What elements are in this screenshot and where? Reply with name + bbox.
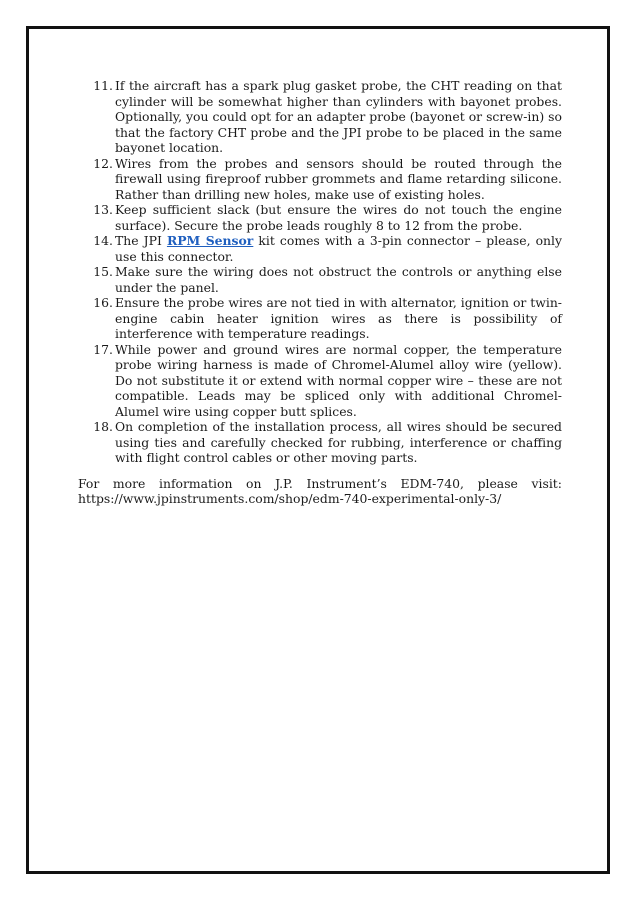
list-item bbox=[80, 342, 562, 420]
step-text: Make sure the wiring does not obstruct the controls or anything else under the panel. bbox=[115, 264, 562, 295]
list-item bbox=[80, 419, 562, 466]
footer-word: J.P. bbox=[275, 475, 293, 491]
step-number: 17. bbox=[93, 341, 113, 357]
step-number: 12. bbox=[93, 155, 113, 171]
footer-word: EDM-740, bbox=[400, 475, 464, 491]
step-text-after: kit comes with a 3-pin connector – please, only use this connector. bbox=[115, 233, 562, 264]
footer-word: please bbox=[477, 475, 518, 491]
footer-word: Instrument’s bbox=[306, 475, 387, 491]
list-item bbox=[80, 233, 562, 264]
footer-word: more bbox=[112, 475, 146, 491]
footer-word: on bbox=[246, 475, 262, 491]
list-item bbox=[80, 295, 562, 342]
list-item bbox=[80, 202, 562, 233]
footer-word: information bbox=[159, 475, 233, 491]
step-number: 18. bbox=[93, 419, 113, 434]
product-url[interactable]: https://www.jpinstruments.com/shop/edm-740-experimental-only-3/ bbox=[78, 491, 502, 506]
more-info-line bbox=[78, 476, 562, 492]
step-number: 16. bbox=[93, 295, 113, 310]
step-text: On completion of the installation process, all wires should be secured using ties and carefully checked for rubbing, interference or chaffing with flight control cables or other moving parts. bbox=[115, 419, 562, 465]
step-text: Keep sufficient slack (but ensure the wires do not touch the engine surface). Secure the probe leads roughly 8 to 12 from the probe. bbox=[115, 202, 562, 233]
list-item bbox=[80, 78, 562, 156]
step-text: Ensure the probe wires are not tied in with alternator, ignition or twin-engine cabin heater ignition wires as there is possibility of interference with temperature readings. bbox=[115, 295, 562, 341]
step-text: While power and ground wires are normal copper, the temperature probe wiring harness is made of Chromel-Alumel alloy wire (yellow). Do not substitute it or extend with normal copper wire – these are not compatible. Leads may be spliced only with additional Chromel-Alumel wire using copper butt splices. bbox=[115, 341, 562, 419]
footer-word: visit: bbox=[531, 475, 562, 491]
step-number: 11. bbox=[93, 78, 113, 93]
installation-steps-list bbox=[80, 78, 562, 466]
rpm-sensor-link[interactable]: RPM Sensor bbox=[166, 233, 254, 248]
document-body bbox=[80, 78, 562, 507]
step-text: Wires from the probes and sensors should be routed through the firewall using fireproof rubber grommets and flame retarding silicone. Rather than drilling new holes, make use of existing holes. bbox=[115, 155, 562, 202]
footer-word: For bbox=[78, 475, 100, 491]
more-info-paragraph bbox=[78, 476, 562, 507]
step-number: 15. bbox=[93, 264, 113, 279]
step-number: 14. bbox=[93, 233, 113, 248]
step-number: 13. bbox=[93, 202, 113, 217]
list-item bbox=[80, 264, 562, 295]
step-text-before: The JPI bbox=[115, 233, 167, 248]
list-item bbox=[80, 156, 562, 203]
step-text: If the aircraft has a spark plug gasket probe, the CHT reading on that cylinder will be somewhat higher than cylinders with bayonet probes. Optionally, you could opt for an adapter probe (bayonet or screw-in) so that the factory CHT probe and the JPI probe to be placed in the same bayonet location. bbox=[115, 78, 562, 155]
